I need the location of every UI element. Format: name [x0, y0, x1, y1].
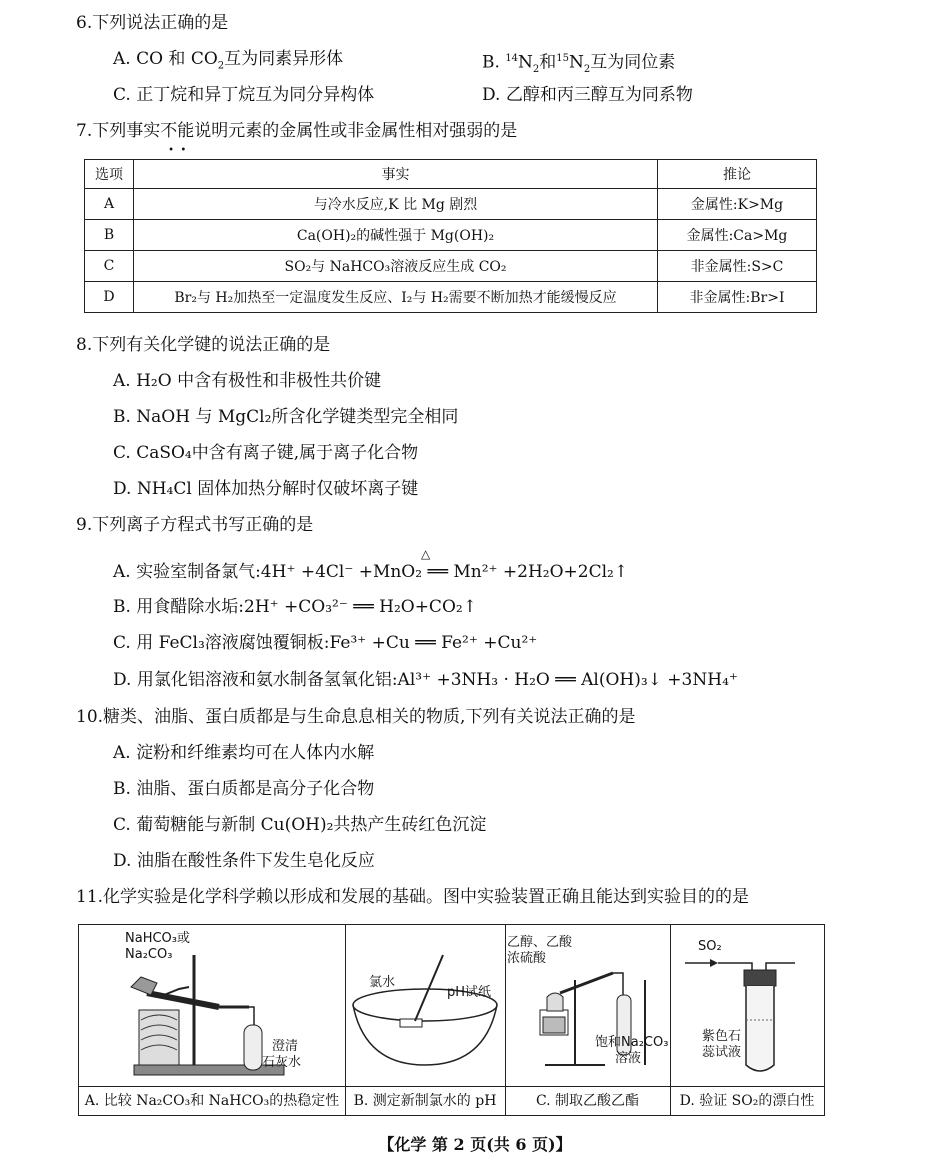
q8-option-d: D. NH₄Cl 固体加热分解时仅破坏离子键 — [113, 479, 419, 499]
q6-option-b: B. $^{14}N_2$和$^{15}N_2$互为同位素 — [482, 52, 676, 76]
q10-option-c: C. 葡萄糖能与新制 Cu(OH)₂共热产生砖红色沉淀 — [113, 815, 487, 835]
label-litmus: 紫色石 — [702, 1029, 742, 1044]
dish-drawing — [345, 925, 505, 1087]
table-cell: 与冷水反应,K 比 Mg 剧烈 — [134, 189, 658, 220]
q10-option-a: A. 淀粉和纤维素均可在人体内水解 — [113, 743, 375, 763]
q7-table — [84, 159, 817, 313]
label-ph-paper: pH试纸 — [447, 985, 492, 1000]
label-limewater-2: 石灰水 — [262, 1055, 302, 1070]
label-sodium-carbonate: 饱和Na₂CO₃ — [595, 1035, 669, 1050]
emphasis-text: 不能 • • — [160, 121, 195, 156]
q10-option-d: D. 油脂在酸性条件下发生皂化反应 — [113, 851, 375, 871]
q11-figure — [78, 924, 825, 1116]
label-limewater: 澄清 — [272, 1039, 299, 1054]
table-row — [85, 220, 817, 251]
heating-apparatus-drawing — [79, 925, 345, 1087]
caption-c: C. 制取乙酸乙酯 — [505, 1086, 670, 1115]
table-cell: 非金属性:Br>I — [658, 282, 817, 313]
panel-b — [345, 925, 506, 1115]
panel-d — [670, 925, 824, 1115]
table-cell: SO₂与 NaHCO₃溶液反应生成 CO₂ — [134, 251, 658, 282]
table-row — [85, 251, 817, 282]
q9-option-d: D. 用氯化铝溶液和氨水制备氢氧化铝:Al³⁺ +3NH₃ · H₂O ══ Al(OH)₃↓ +3NH₄⁺ — [113, 670, 738, 690]
panel-c — [505, 925, 671, 1115]
heat-condition-symbol: △ — [421, 547, 431, 561]
caption-d: D. 验证 SO₂的漂白性 — [670, 1086, 824, 1115]
label-litmus-2: 蕊试液 — [702, 1045, 742, 1060]
q8-option-c: C. CaSO₄中含有离子键,属于离子化合物 — [113, 443, 419, 463]
q9-stem: 9.下列离子方程式书写正确的是 — [76, 515, 314, 535]
q10-option-b: B. 油脂、蛋白质都是高分子化合物 — [113, 779, 375, 799]
q11-stem: 11.化学实验是化学科学赖以形成和发展的基础。图中实验装置正确且能达到实验目的的是 — [76, 887, 750, 907]
table-header: 推论 — [658, 160, 817, 189]
panel-a — [79, 925, 346, 1115]
q8-stem: 8.下列有关化学键的说法正确的是 — [76, 335, 331, 355]
table-cell: D — [85, 282, 134, 313]
label-chlorine-water: 氯水 — [369, 975, 396, 990]
table-cell: A — [85, 189, 134, 220]
gas-bottle-drawing — [670, 925, 824, 1087]
q8-option-a: A. H₂O 中含有极性和非极性共价键 — [113, 371, 382, 391]
table-cell: 金属性:Ca>Mg — [658, 220, 817, 251]
caption-b: B. 测定新制氯水的 pH — [345, 1086, 505, 1115]
table-header: 事实 — [134, 160, 658, 189]
q6-stem: 6.下列说法正确的是 — [76, 13, 229, 33]
q9-option-a: A. 实验室制备氯气:4H⁺ +4Cl⁻ +MnO₂ ══ Mn²⁺ +2H₂O+2Cl₂↑ — [113, 562, 629, 582]
label-sample: NaHCO₃或 — [125, 931, 190, 946]
table-cell: B — [85, 220, 134, 251]
label-so2: SO₂ — [698, 939, 722, 954]
page-footer: 【化学 第 2 页(共 6 页)】 — [378, 1135, 572, 1154]
q10-stem: 10.糖类、油脂、蛋白质都是与生命息息相关的物质,下列有关说法正确的是 — [76, 707, 636, 727]
table-header-row — [85, 160, 817, 189]
table-cell: 金属性:K>Mg — [658, 189, 817, 220]
label-sulfuric-acid: 浓硫酸 — [507, 951, 547, 966]
q6-option-a: A. CO 和 $CO_2$互为同素异形体 — [113, 49, 344, 72]
table-row — [85, 189, 817, 220]
table-cell: Br₂与 H₂加热至一定温度发生反应、I₂与 H₂需要不断加热才能缓慢反应 — [134, 282, 658, 313]
table-cell: 非金属性:S>C — [658, 251, 817, 282]
table-row — [85, 282, 817, 313]
q8-option-b: B. NaOH 与 MgCl₂所含化学键类型完全相同 — [113, 407, 459, 427]
label-solution: 溶液 — [615, 1051, 642, 1066]
q6-option-c: C. 正丁烷和异丁烷互为同分异构体 — [113, 85, 375, 105]
caption-a: A. 比较 Na₂CO₃和 NaHCO₃的热稳定性 — [79, 1086, 345, 1115]
q7-stem: 7.下列事实不能 • • 说明元素的金属性或非金属性相对强弱的是 — [76, 121, 518, 156]
table-header: 选项 — [85, 160, 134, 189]
q9-option-c: C. 用 FeCl₃溶液腐蚀覆铜板:Fe³⁺ +Cu ══ Fe²⁺ +Cu²⁺ — [113, 633, 538, 653]
label-reactants: 乙醇、乙酸 — [507, 935, 573, 950]
label-sample-2: Na₂CO₃ — [125, 947, 173, 962]
q6-option-d: D. 乙醇和丙三醇互为同系物 — [482, 85, 693, 105]
table-cell: Ca(OH)₂的碱性强于 Mg(OH)₂ — [134, 220, 658, 251]
q9-option-b: B. 用食醋除水垢:2H⁺ +CO₃²⁻ ══ H₂O+CO₂↑ — [113, 597, 477, 617]
table-cell: C — [85, 251, 134, 282]
